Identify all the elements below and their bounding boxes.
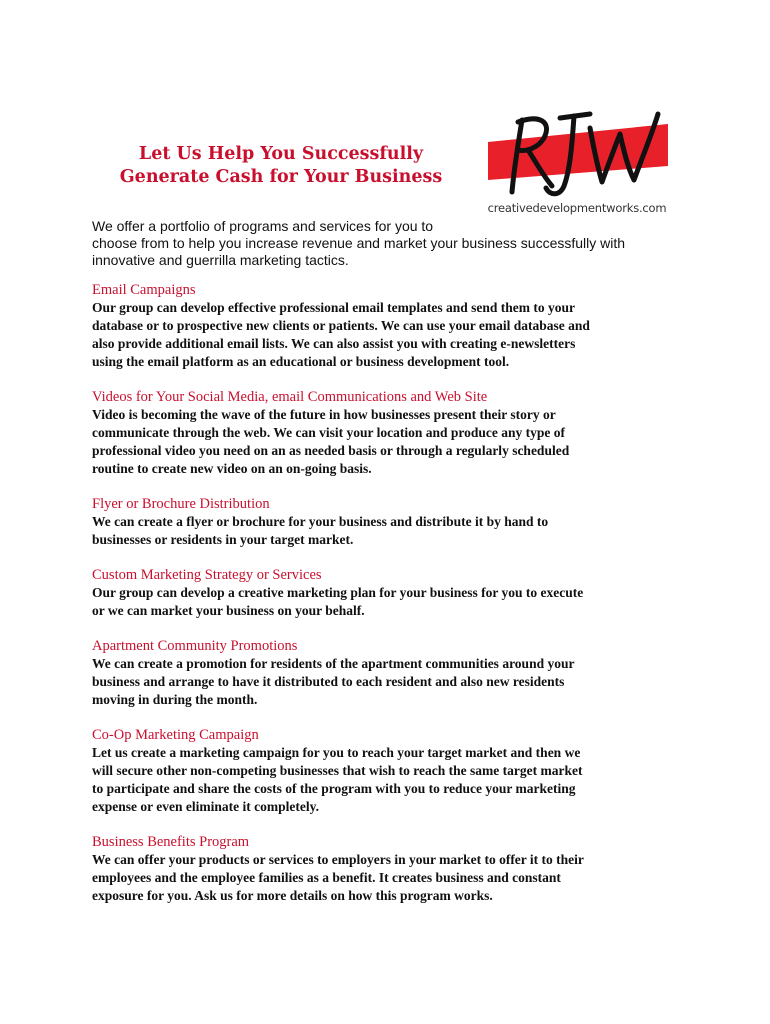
- section-line: employees and the employee families as a benefit. It creates business and constant: [92, 870, 561, 885]
- section-line: businesses or residents in your target market.: [92, 532, 354, 547]
- section-line: routine to create new video on an on-going basis.: [92, 461, 372, 476]
- section-line: communicate through the web. We can visit your location and produce any type of: [92, 425, 566, 440]
- section-title: Videos for Your Social Media, email Communications and Web Site: [92, 389, 488, 405]
- section-line: business and arrange to have it distributed to each resident and also new residents: [92, 674, 565, 689]
- section-line: also provide additional email lists. We can also assist you with creating e-newsletters: [92, 336, 576, 351]
- section-business-benefits: [92, 833, 692, 905]
- intro-line-2: choose from to help you increase revenue and market your business successfully with: [92, 235, 626, 251]
- section-line: will secure other non-competing businesses that wish to reach the same target market: [92, 763, 583, 778]
- section-body: [92, 513, 692, 549]
- section-title: Email Campaigns: [92, 282, 196, 298]
- intro-line-3: innovative and guerrilla marketing tactics.: [92, 252, 349, 268]
- service-sections: [92, 281, 692, 922]
- headline: [92, 143, 470, 189]
- section-flyer-distribution: [92, 495, 692, 549]
- section-title: Flyer or Brochure Distribution: [92, 496, 270, 512]
- section-coop-marketing: [92, 726, 692, 816]
- section-line: Let us create a marketing campaign for you to reach your target market and then we: [92, 745, 581, 760]
- section-line: Video is becoming the wave of the future in how businesses present their story or: [92, 407, 556, 422]
- section-line: database or to prospective new clients or patients. We can use your email database and: [92, 318, 590, 333]
- section-title: Custom Marketing Strategy or Services: [92, 567, 322, 583]
- section-line: We can create a flyer or brochure for your business and distribute it by hand to: [92, 514, 549, 529]
- section-line: Our group can develop a creative marketing plan for your business for you to execute: [92, 585, 584, 600]
- section-line: expense or even eliminate it completely.: [92, 799, 319, 814]
- section-custom-marketing: [92, 566, 692, 620]
- section-line: or we can market your business on your behalf.: [92, 603, 365, 618]
- section-body: [92, 851, 692, 905]
- section-body: [92, 584, 692, 620]
- section-body: [92, 655, 692, 709]
- section-line: using the email platform as an educational or business development tool.: [92, 354, 510, 369]
- section-line: We can create a promotion for residents of the apartment communities around your: [92, 656, 575, 671]
- section-body: [92, 744, 692, 816]
- section-line: professional video you need on an as needed basis or through a regularly scheduled: [92, 443, 570, 458]
- section-title: Co-Op Marketing Campaign: [92, 727, 259, 743]
- section-body: [92, 406, 692, 478]
- section-email-campaigns: [92, 281, 692, 371]
- section-line: Our group can develop effective professional email templates and send them to your: [92, 300, 575, 315]
- section-title: Business Benefits Program: [92, 834, 250, 850]
- section-line: moving in during the month.: [92, 692, 258, 707]
- section-apartment-promotions: [92, 637, 692, 709]
- section-line: We can offer your products or services to employers in your market to offer it to their: [92, 852, 584, 867]
- intro-line-1: We offer a portfolio of programs and services for you to: [92, 218, 434, 234]
- section-title: Apartment Community Promotions: [92, 638, 298, 654]
- section-line: to participate and share the costs of the program with you to reduce your marketing: [92, 781, 576, 796]
- section-body: [92, 299, 692, 371]
- section-videos: [92, 388, 692, 478]
- logo-website-url: creativedevelopmentworks.com: [487, 201, 667, 215]
- intro-paragraph: [92, 218, 692, 269]
- headline-line-1: Let Us Help You Successfully: [138, 144, 424, 164]
- headline-line-2: Generate Cash for Your Business: [119, 167, 443, 187]
- section-line: exposure for you. Ask us for more details on how this program works.: [92, 888, 493, 903]
